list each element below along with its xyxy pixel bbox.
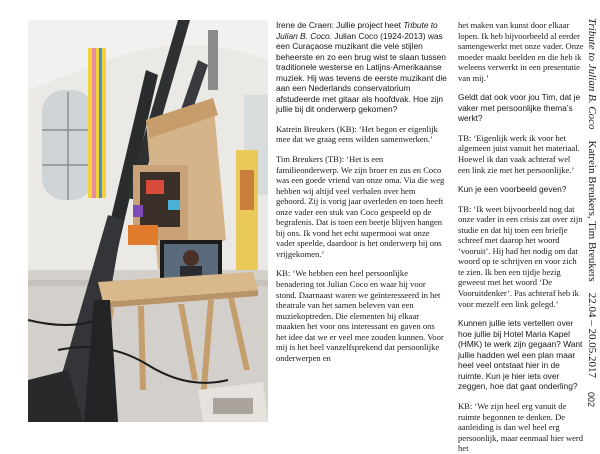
- intro-question: [276, 20, 447, 115]
- answer-tb-3: TB: ‘Ik weet bijvoorbeeld nog dat onze vader in een crisis zat over zijn studie en dat hij toen een briefje schreef met daarop het woord ‘vooruit’. Hij had het nodig om dat woord op te schrijven en voor zich te zien. Ik ben een tijdje bezig geweest met het woord ‘De Vooruitdenker’. Pas achteraf heb ik voor mezelf een link gelegd.’: [458, 203, 583, 309]
- intro-rest: Julian Coco (1924-2013) was een Curaçaose muzikant die vele stijlen beheerste en zo een brug wist te slaan tussen traditionele westerse en Latijns-Amerikaanse muziek. Hij was tevens de eerste muzikant die aan een Nederlands conservatorium afstudeerde met gitaar als hoofdvak. Hoe zijn jullie bij dit onderwerp gekomen?: [276, 30, 447, 115]
- question-4: Kunnen jullie iets vertellen over hoe jullie bij Hotel Maria Kapel (HMK) te werk zijn gegaan? Want jullie hadden wel een plan maar heel veel ontstaat hier in de ruimte. Kun je hier iets over zeggen, hoe dat gaat onderling?: [458, 318, 583, 392]
- answer-kb-1: Katrein Breukers (KB): ‘Het begon er eigenlijk mee dat we graag eens wilden samenwerken.’: [276, 123, 438, 145]
- question-2: Geldt dat ook voor jou Tim, dat je vaker met persoonlijke thema’s werkt?: [458, 92, 581, 124]
- text-column-1: [276, 20, 447, 422]
- running-header: [586, 18, 598, 378]
- running-title: Tribute to Julian B. Coco: [586, 18, 598, 130]
- answer-kb-3: KB: ‘We zijn heel erg vanuit de ruimte begonnen te denken. De aanleiding is dan wel heel erg persoonlijk, maar eenmaal hier werd het: [458, 400, 584, 454]
- running-artists: Katrein Breukers, Tim Breukers: [586, 140, 598, 282]
- question-3: Kun je een voorbeeld geven?: [458, 184, 567, 195]
- answer-tb-1: Tim Breukers (TB): ‘Het is een familieonderwerp. We zijn broer en zus en Coco was een goede vriend van onze oma. Via die weg hebben wij altijd veel verhalen over hem gehoord. Zij is vorig jaar overleden en toen heeft onze vader een stuk van Coco gespeeld op de begrafenis. Dat is toen een beetje blijven hangen bij ons. Ik vond het echt supermooi wat onze vader speelde, daardoor is het onderwerp bij ons vrijgekomen.’: [276, 154, 445, 259]
- intro-prefix: Irene de Craen: Jullie project heet: [276, 20, 404, 30]
- running-dates: 22.04 – 20.05.2017: [586, 292, 598, 378]
- intro-project-title: Tribute to Julian B. Coco.: [276, 20, 438, 41]
- page-number: 002: [586, 392, 596, 408]
- text-column-2: [458, 20, 584, 454]
- answer-kb-2: KB: ‘We hebben een heel persoonlijke benadering tot Julian Coco en waar hij voor stond. Daarnaast waren we geïnteresseerd in het theatrale van het samen beleven van een muziekoptreden. Die elementen bij elkaar maakten het voor ons interessant en gaven ons het idee dat we er veel mee zouden kunnen. Voor mij is het heel vanzelfsprekend dat persoonlijke onderwerpen en: [276, 268, 444, 363]
- answer-kb-2-continued: het maken van kunst door elkaar lopen. Ik heb bijvoorbeeld al eerder samengewerkt met onze vader. Onze moeder maakt beelden en die heb ik weleens verwerkt in een presentatie van mij.’: [458, 20, 584, 83]
- installation-photo: [28, 20, 268, 422]
- answer-tb-2: TB: ‘Eigenlijk werk ik voor het algemeen juist vanuit het materiaal. Hoewel ik dan vaak achteraf wel een link zie met het persoonlijke.’: [458, 132, 580, 175]
